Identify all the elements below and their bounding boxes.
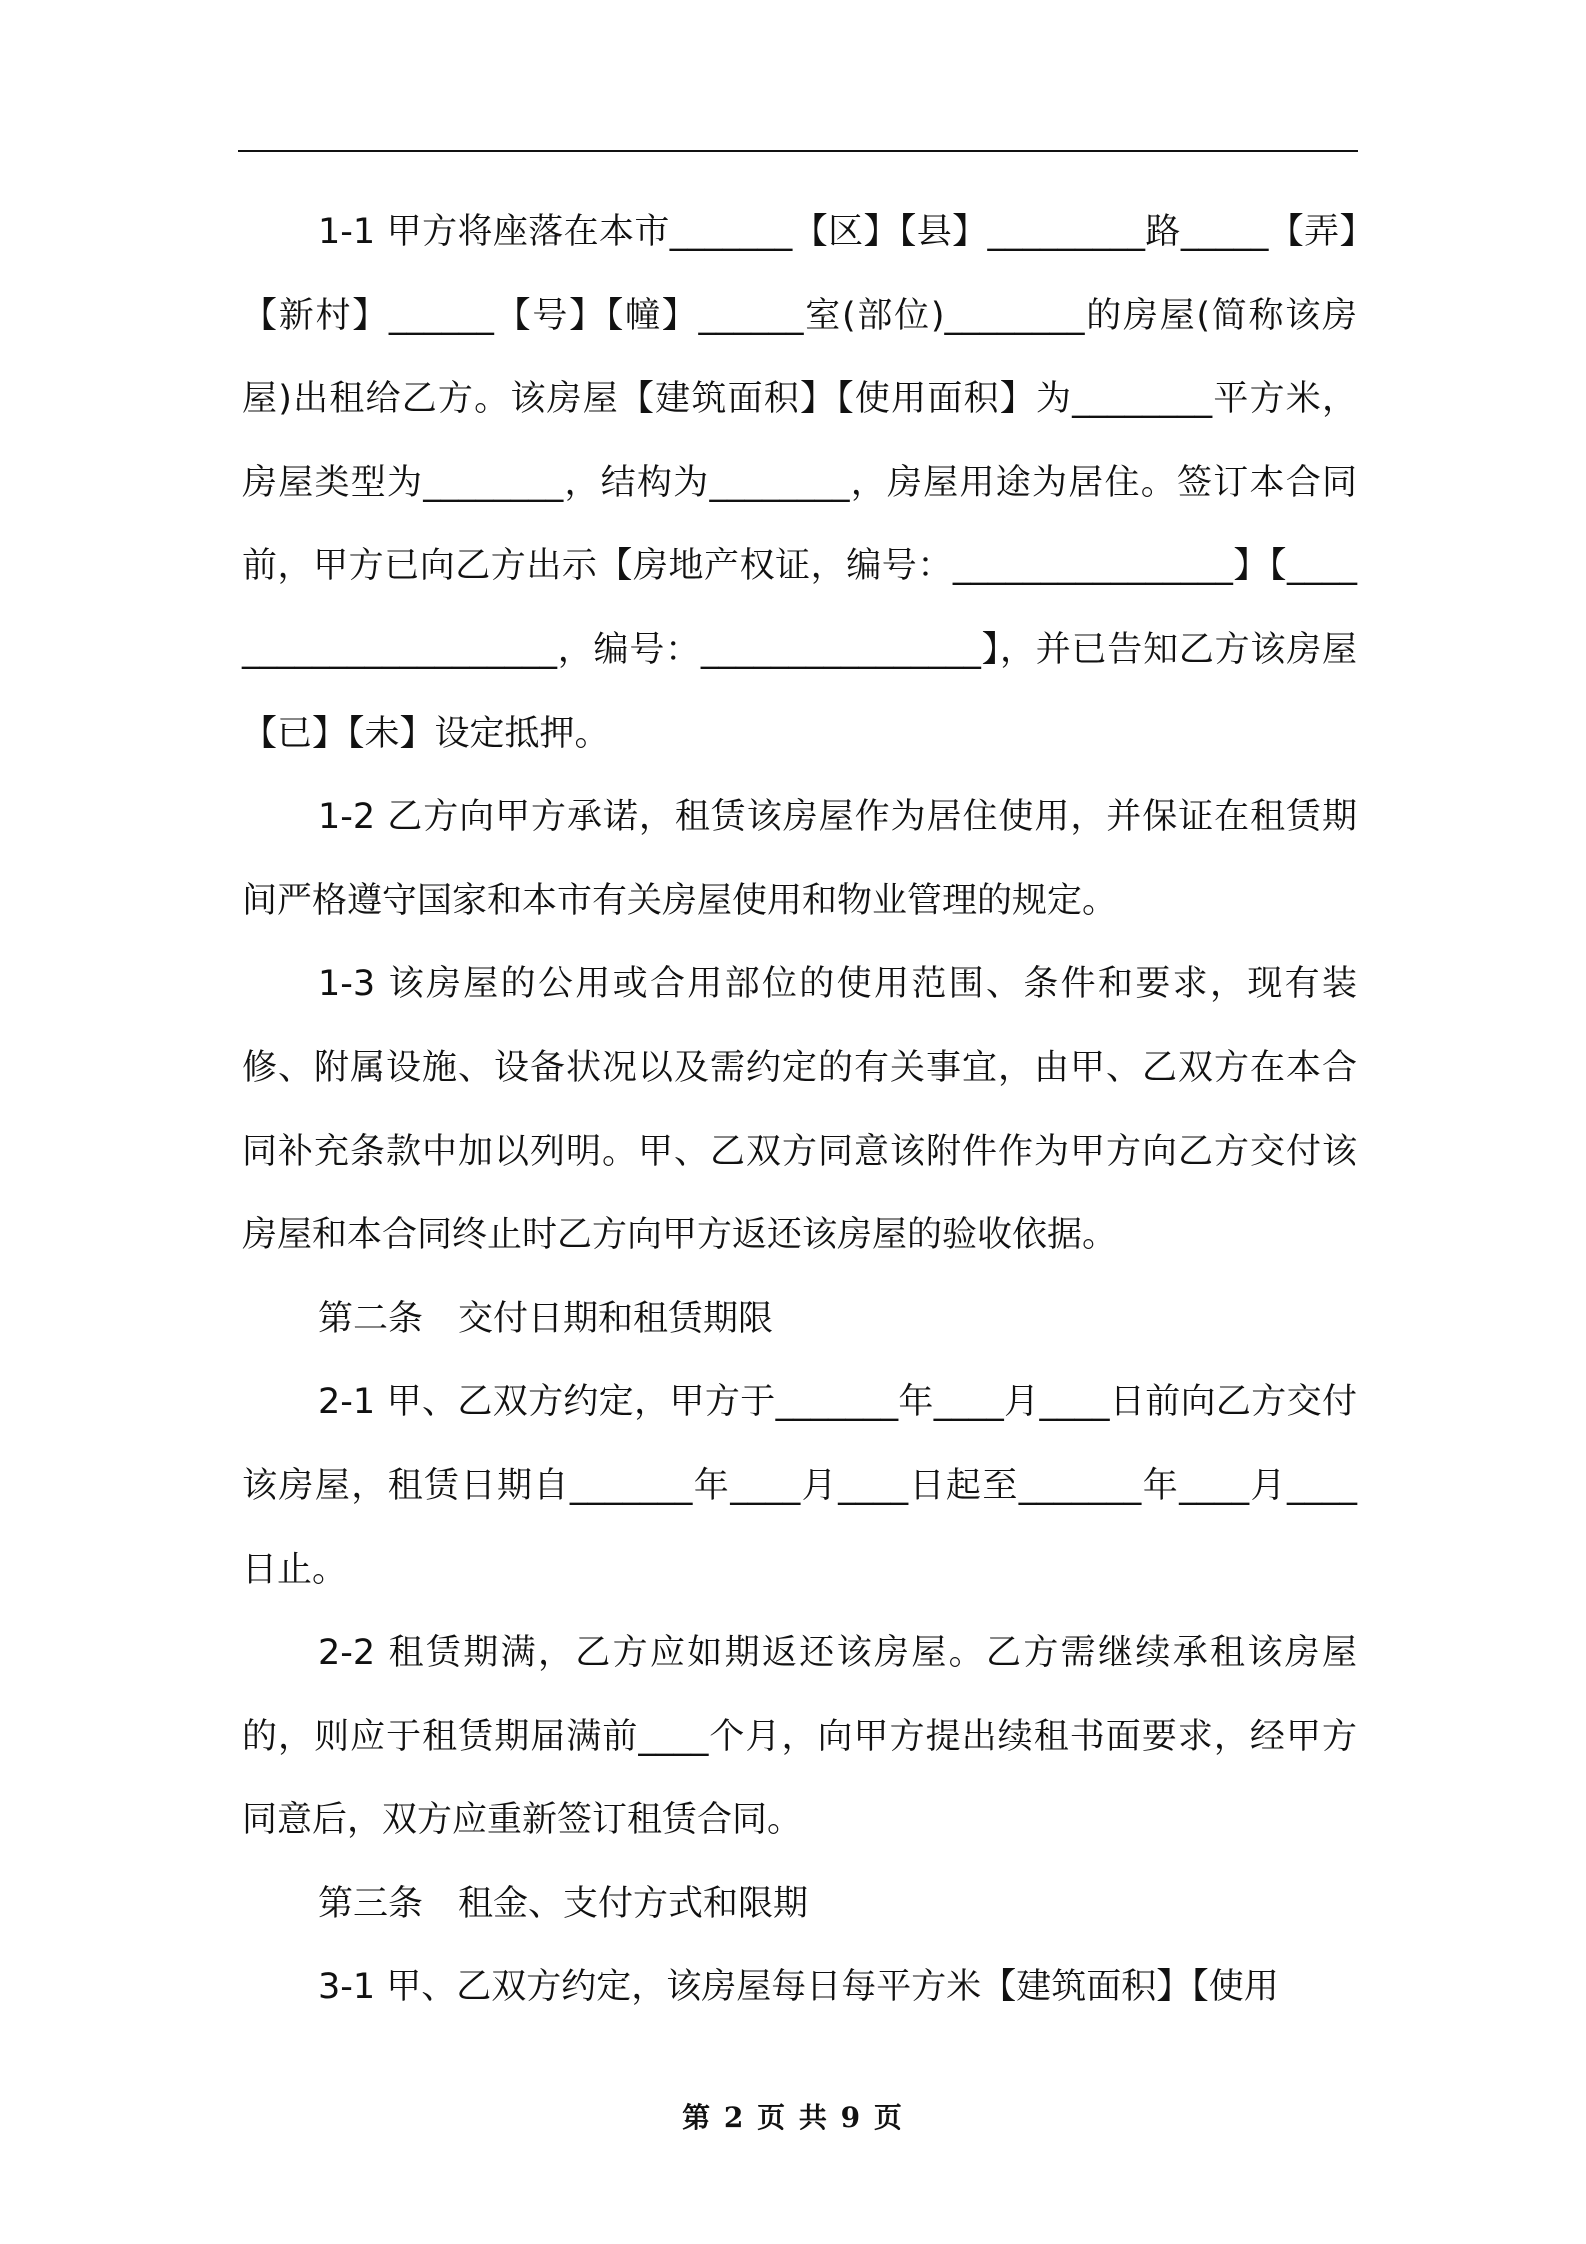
clause-2-2: 2-2 租赁期满，乙方应如期返还该房屋。乙方需继续承租该房屋的，则应于租赁期届满前____个月，向甲方提出续租书面要求，经甲方同意后，双方应重新签订租赁合同。 xyxy=(242,1633,1357,1841)
clause-1-1: 1-1 甲方将座落在本市_______【区】【县】_________路_____【弄】【新村】______【号】【幢】______室(部位)________的房屋(简称该房屋)出租给乙方。该房屋【建筑面积】【使用面积】为________平方米，房屋类型为________，结构为________，房屋用途为居住。签订本合同前，甲方已向乙方出示【房地产权证，编号：________________】【______________________，编号：________________】，并已告知乙方该房屋【已】【未】设定抵押。 xyxy=(242,212,1357,754)
clause-2-1: 2-1 甲、乙双方约定，甲方于_______年____月____日前向乙方交付该房屋，租赁日期自_______年____月____日起至_______年____月____日止。 xyxy=(242,1382,1357,1590)
header-rule xyxy=(238,150,1358,152)
clause-1-3: 1-3 该房屋的公用或合用部位的使用范围、条件和要求，现有装修、附属设施、设备状况以及需约定的有关事宜，由甲、乙双方在本合同补充条款中加以列明。甲、乙双方同意该附件作为甲方向乙方交付该房屋和本合同终止时乙方向甲方返还该房屋的验收依据。 xyxy=(242,964,1357,1256)
page-number: 第 2 页 共 9 页 xyxy=(682,2101,904,2134)
document-body xyxy=(242,191,1357,2030)
article-3-heading: 第三条 租金、支付方式和限期 xyxy=(318,1883,809,1924)
article-2-heading: 第二条 交付日期和租赁期限 xyxy=(318,1298,774,1339)
clause-1-2: 1-2 乙方向甲方承诺，租赁该房屋作为居住使用，并保证在租赁期间严格遵守国家和本市有关房屋使用和物业管理的规定。 xyxy=(242,797,1357,921)
clause-3-1: 3-1 甲、乙双方约定，该房屋每日每平方米【建筑面积】【使用 xyxy=(318,1967,1279,2008)
